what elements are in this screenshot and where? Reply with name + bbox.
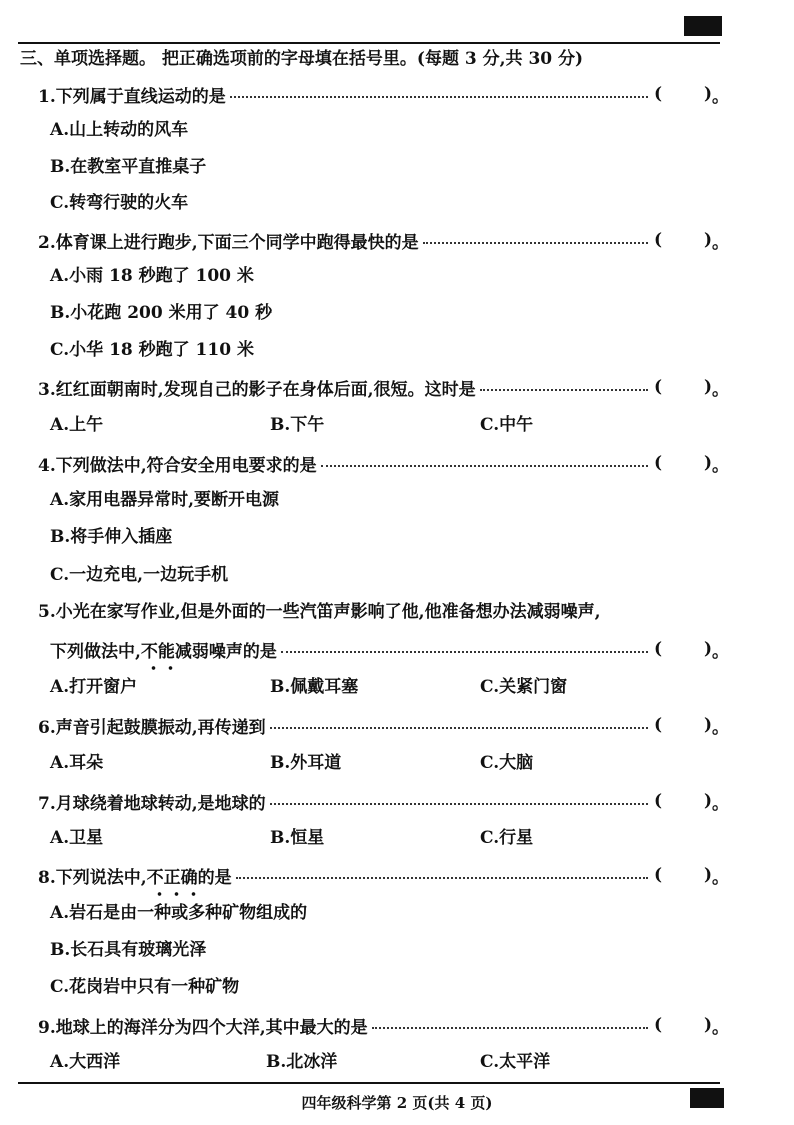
answer-blank[interactable]: ( ) bbox=[654, 453, 712, 473]
option-a: A.岩石是由一种或多种矿物组成的 bbox=[50, 903, 308, 923]
option-c: C.大脑 bbox=[480, 753, 534, 773]
option-c: C.太平洋 bbox=[480, 1052, 551, 1072]
option-b: B.在教室平直推桌子 bbox=[50, 157, 207, 177]
question-6: 6.声音引起鼓膜振动,再传递到 ( ) 。 bbox=[38, 710, 728, 740]
option-a: A.家用电器异常时,要断开电源 bbox=[50, 490, 280, 510]
option-a: A.上午 bbox=[50, 415, 104, 435]
question-stem: 6.声音引起鼓膜振动,再传递到 bbox=[38, 717, 266, 738]
option-a: A.耳朵 bbox=[50, 753, 104, 773]
option-c: C.中午 bbox=[480, 415, 534, 435]
dot-leader bbox=[236, 877, 648, 879]
question-stem: 2.体育课上进行跑步,下面三个同学中跑得最快的是 bbox=[38, 232, 419, 253]
emphasis-text: 不正确 bbox=[147, 863, 198, 888]
dot-leader bbox=[372, 1027, 648, 1029]
dot-leader bbox=[480, 389, 648, 391]
answer-blank[interactable]: ( ) bbox=[654, 639, 712, 659]
dot-leader bbox=[230, 96, 648, 98]
dot-leader bbox=[270, 727, 648, 729]
question-7: 7.月球绕着地球转动,是地球的 ( ) 。 bbox=[38, 786, 728, 816]
question-8: 8.下列说法中,不正确的是 ( ) 。 bbox=[38, 860, 728, 890]
question-1: 1.下列属于直线运动的是 ( ) 。 bbox=[38, 79, 728, 109]
page-footer: 四年级科学第 2 页(共 4 页) bbox=[301, 1094, 493, 1112]
option-b: B.恒星 bbox=[270, 828, 325, 848]
emphasis-text: 不能 bbox=[141, 637, 175, 662]
question-5-stem-line1: 5.小光在家写作业,但是外面的一些汽笛声影响了他,他准备想办法减弱噪声, bbox=[38, 602, 601, 622]
dot-leader bbox=[270, 803, 648, 805]
option-b: B.北冰洋 bbox=[266, 1052, 338, 1072]
answer-blank[interactable]: ( ) bbox=[654, 230, 712, 250]
option-a: A.小雨 18 秒跑了 100 米 bbox=[50, 266, 254, 286]
option-c: C.一边充电,一边玩手机 bbox=[50, 565, 229, 585]
option-c: C.转弯行驶的火车 bbox=[50, 193, 189, 213]
option-b: B.下午 bbox=[270, 415, 325, 435]
question-9: 9.地球上的海洋分为四个大洋,其中最大的是 ( ) 。 bbox=[38, 1010, 728, 1040]
footer-rule bbox=[18, 1082, 720, 1084]
question-2: 2.体育课上进行跑步,下面三个同学中跑得最快的是 ( ) 。 bbox=[38, 225, 728, 255]
option-a: A.打开窗户 bbox=[50, 677, 138, 697]
option-b: B.长石具有玻璃光泽 bbox=[50, 940, 207, 960]
question-stem: 8.下列说法中,不正确的是 bbox=[38, 863, 232, 888]
option-a: A.大西洋 bbox=[50, 1052, 121, 1072]
answer-blank[interactable]: ( ) bbox=[654, 791, 712, 811]
option-c: C.行星 bbox=[480, 828, 534, 848]
dot-leader bbox=[321, 465, 648, 467]
answer-blank[interactable]: ( ) bbox=[654, 377, 712, 397]
option-b: B.外耳道 bbox=[270, 753, 342, 773]
option-b: B.将手伸入插座 bbox=[50, 527, 173, 547]
question-4: 4.下列做法中,符合安全用电要求的是 ( ) 。 bbox=[38, 448, 728, 478]
option-b: B.小花跑 200 米用了 40 秒 bbox=[50, 303, 273, 323]
option-a: A.山上转动的风车 bbox=[50, 120, 189, 140]
dot-leader bbox=[423, 242, 648, 244]
option-c: C.花岗岩中只有一种矿物 bbox=[50, 977, 240, 997]
answer-blank[interactable]: ( ) bbox=[654, 84, 712, 104]
answer-blank[interactable]: ( ) bbox=[654, 1015, 712, 1035]
question-5: 下列做法中,不能减弱噪声的是 ( ) 。 bbox=[50, 634, 728, 664]
question-stem: 下列做法中,不能减弱噪声的是 bbox=[50, 637, 277, 662]
question-stem: 3.红红面朝南时,发现自己的影子在身体后面,很短。这时是 bbox=[38, 379, 476, 400]
answer-blank[interactable]: ( ) bbox=[654, 865, 712, 885]
question-3: 3.红红面朝南时,发现自己的影子在身体后面,很短。这时是 ( ) 。 bbox=[38, 372, 728, 402]
option-b: B.佩戴耳塞 bbox=[270, 677, 359, 697]
option-a: A.卫星 bbox=[50, 828, 104, 848]
dot-leader bbox=[281, 651, 648, 653]
question-stem: 9.地球上的海洋分为四个大洋,其中最大的是 bbox=[38, 1017, 368, 1038]
answer-blank[interactable]: ( ) bbox=[654, 715, 712, 735]
option-c: C.小华 18 秒跑了 110 米 bbox=[50, 340, 254, 360]
question-stem: 7.月球绕着地球转动,是地球的 bbox=[38, 793, 266, 814]
registration-mark-bottom bbox=[690, 1088, 724, 1108]
option-c: C.关紧门窗 bbox=[480, 677, 568, 697]
registration-mark-top bbox=[684, 16, 722, 36]
section-title: 三、单项选择题。 把正确选项前的字母填在括号里。(每题 3 分,共 30 分) bbox=[20, 49, 584, 69]
question-stem: 1.下列属于直线运动的是 bbox=[38, 86, 226, 107]
question-stem: 4.下列做法中,符合安全用电要求的是 bbox=[38, 455, 317, 476]
